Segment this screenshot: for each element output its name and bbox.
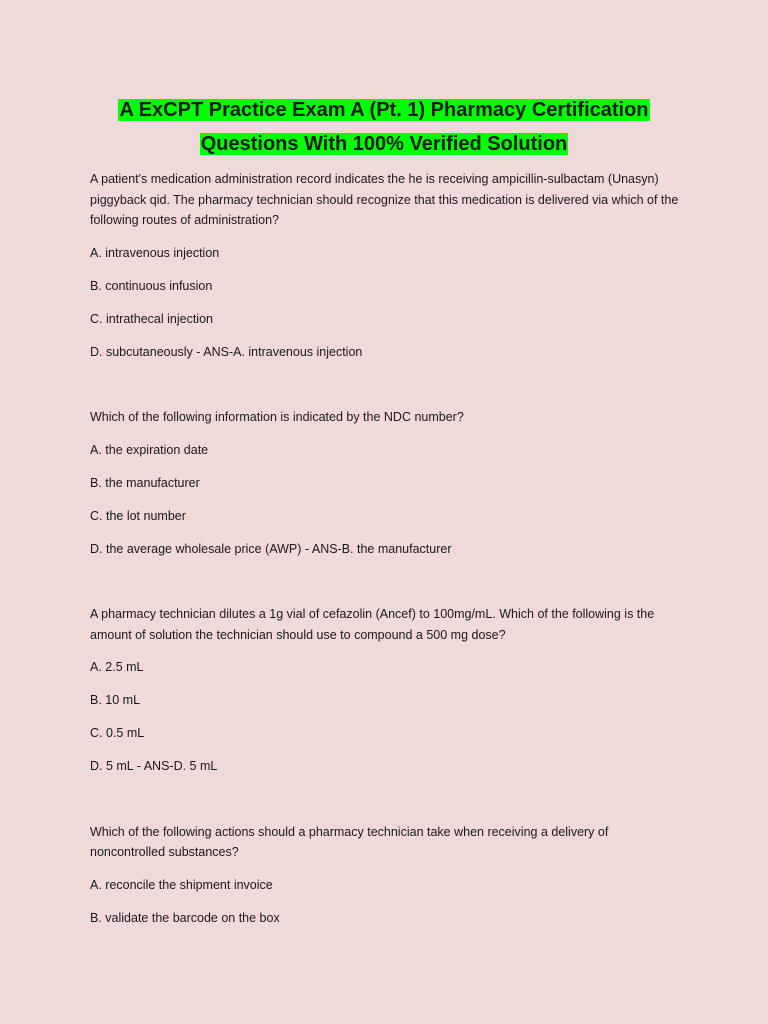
question-2 bbox=[90, 407, 680, 559]
answer-option: D. subcutaneously - ANS-A. intravenous injection bbox=[90, 344, 363, 359]
question-text: A patient's medication administration record indicates the he is receiving ampicillin-sulbactam (Unasyn) piggyback qid. The pharmacy technician should recognize that this medication is delivered via which of the following routes of administration? bbox=[90, 172, 679, 227]
answer-option: C. intrathecal injection bbox=[90, 311, 213, 326]
title-line-2: Questions With 100% Verified Solution bbox=[200, 133, 568, 155]
answer-option: C. the lot number bbox=[90, 508, 186, 523]
question-1 bbox=[90, 169, 680, 362]
question-text: Which of the following information is indicated by the NDC number? bbox=[90, 410, 464, 424]
page-title bbox=[0, 93, 768, 161]
question-text: A pharmacy technician dilutes a 1g vial of cefazolin (Ancef) to 100mg/mL. Which of the following is the amount of solution the technician should use to compound a 500 mg dose? bbox=[90, 607, 655, 642]
answer-option: A. intravenous injection bbox=[90, 245, 220, 260]
question-3 bbox=[90, 604, 680, 777]
answer-option: B. 10 mL bbox=[90, 693, 141, 707]
document-body bbox=[90, 169, 680, 973]
answer-option: A. 2.5 mL bbox=[90, 660, 144, 674]
answer-option: B. the manufacturer bbox=[90, 475, 200, 490]
title-line-1: A ExCPT Practice Exam A (Pt. 1) Pharmacy Certification bbox=[119, 99, 649, 121]
question-text: Which of the following actions should a pharmacy technician take when receiving a delivery of noncontrolled substances? bbox=[90, 824, 609, 859]
answer-option: A. the expiration date bbox=[90, 442, 209, 457]
answer-option: B. validate the barcode on the box bbox=[90, 910, 280, 925]
answer-option: B. continuous infusion bbox=[90, 278, 213, 293]
question-4 bbox=[90, 822, 680, 929]
answer-option: C. 0.5 mL bbox=[90, 726, 145, 740]
answer-option: D. the average wholesale price (AWP) - ANS-B. the manufacturer bbox=[90, 541, 452, 556]
answer-option: D. 5 mL - ANS-D. 5 mL bbox=[90, 759, 218, 773]
answer-option: A. reconcile the shipment invoice bbox=[90, 877, 273, 892]
